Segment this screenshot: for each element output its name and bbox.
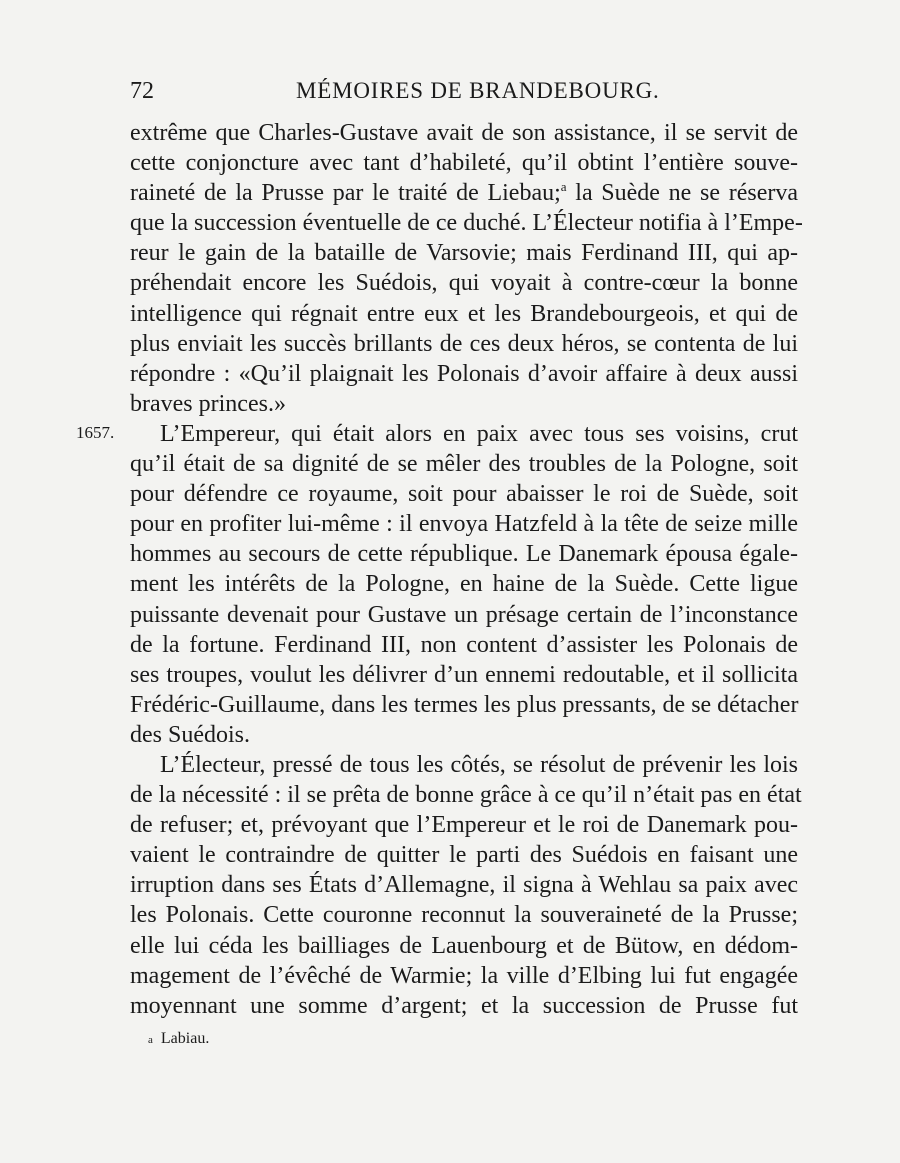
body-text (130, 118, 803, 1021)
text-line: pour en profiter lui-même : il envoya Hatzfeld à la tête de seize mille (130, 511, 798, 538)
text-line: Frédéric-Guillaume, dans les termes les plus pressants, de se détacher (130, 691, 799, 718)
text-line (130, 178, 798, 208)
text-line: de la fortune. Ferdinand III, non content d’assister les Polonais de (130, 631, 798, 658)
text-line: elle lui céda les bailliages de Lauenbourg et de Bütow, en dédom- (130, 932, 798, 959)
text-line: les Polonais. Cette couronne reconnut la souveraineté de la Prusse; (130, 902, 798, 929)
text-line: puissante devenait pour Gustave un présage certain de l’inconstance (130, 601, 798, 628)
text-line: plus enviait les succès brillants de ces deux héros, se contenta de lui (130, 330, 798, 357)
text-line: vaient le contraindre de quitter le parti des Suédois en faisant une (130, 842, 798, 869)
text-line: ses troupes, voulut les délivrer d’un ennemi redoutable, et il sollicita (130, 661, 798, 688)
text-line: cette conjoncture avec tant d’habileté, qu’il obtint l’entière souve- (130, 150, 798, 177)
text-line: magement de l’évêché de Warmie; la ville d’Elbing lui fut engagée (130, 962, 798, 989)
text-line: des Suédois. (130, 721, 250, 748)
text-line: braves princes.» (130, 390, 286, 417)
text-line: hommes au secours de cette république. Le Danemark épousa égale- (130, 541, 798, 568)
text-line-part: raineté de la Prusse par le traité de Liebau; (130, 180, 561, 207)
footnote (148, 1030, 209, 1048)
text-line: de la nécessité : il se prêta de bonne grâce à ce qu’il n’était pas en état (130, 782, 802, 809)
margin-year-note: 1657. (76, 423, 115, 442)
text-line: reur le gain de la bataille de Varsovie; mais Ferdinand III, qui ap- (130, 240, 798, 267)
footnote-mark: a (148, 1034, 153, 1046)
text-line: que la succession éventuelle de ce duché. L’Électeur notifia à l’Empe- (130, 210, 803, 237)
paragraph-start-line: L’Électeur, pressé de tous les côtés, se résolut de prévenir les lois (160, 751, 798, 778)
text-line: qu’il était de sa dignité de se mêler des troubles de la Pologne, soit (130, 451, 798, 478)
running-title: MÉMOIRES DE BRANDEBOURG. (296, 78, 660, 103)
text-line: répondre : «Qu’il plaignait les Polonais d’avoir affaire à deux aussi (130, 360, 798, 387)
text-line: ment les intérêts de la Pologne, en haine de la Suède. Cette ligue (130, 571, 798, 598)
text-line: moyennant une somme d’argent; et la succession de Prusse fut (130, 992, 798, 1019)
footnote-reference: a (560, 179, 567, 195)
text-line: pour défendre ce royaume, soit pour abaisser le roi de Suède, soit (130, 481, 798, 508)
text-line: irruption dans ses États d’Allemagne, il signa à Wehlau sa paix avec (130, 872, 798, 899)
text-line: préhendait encore les Suédois, qui voyait à contre-cœur la bonne (130, 270, 798, 297)
paragraph-start-line: L’Empereur, qui était alors en paix avec tous ses voisins, crut (160, 420, 798, 447)
text-line: de refuser; et, prévoyant que l’Empereur et le roi de Danemark pou- (130, 812, 798, 839)
page-number: 72 (130, 78, 154, 104)
text-line-part: la Suède ne se réserva (566, 180, 798, 207)
footnote-text: Labiau. (160, 1030, 210, 1047)
text-line: intelligence qui régnait entre eux et les Brandebourgeois, et qui de (130, 300, 798, 327)
text-line: extrême que Charles-Gustave avait de son assistance, il se servit de (130, 120, 798, 146)
